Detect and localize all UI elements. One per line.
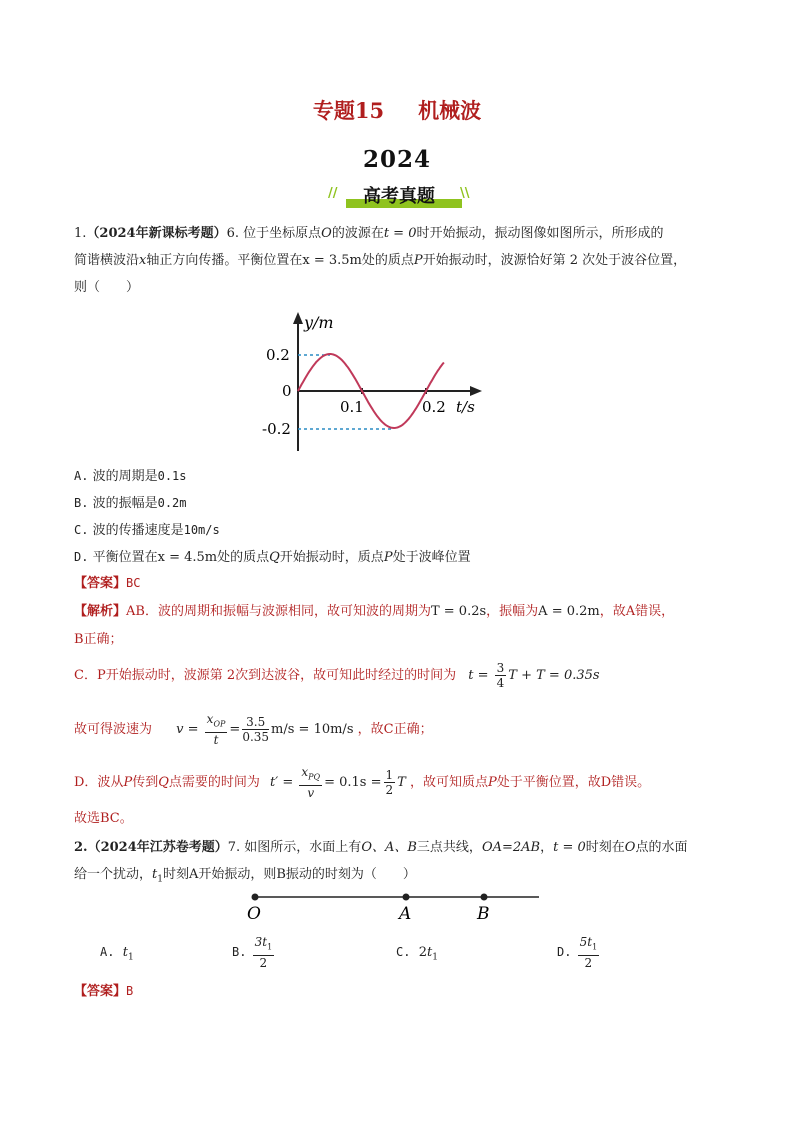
analysis-label: 【解析】: [74, 604, 127, 619]
q1-analysis-line2: B正确；: [74, 632, 123, 647]
fraction-5t1-2: [578, 935, 600, 969]
analysis-text: 故可得波速为: [74, 722, 153, 737]
analysis-text: 点需要的时间为: [168, 775, 260, 790]
subscript: 1: [267, 942, 273, 952]
denominator: 2: [385, 783, 394, 797]
q1-text: 简谐横波沿: [74, 253, 140, 268]
label-o: O: [247, 904, 261, 924]
analysis-math: T + T = 0.35s: [508, 668, 600, 683]
q1-number: 1.: [74, 226, 87, 241]
var-p: P: [383, 550, 393, 565]
q1-text: 轴正方向传播。平衡位置在: [146, 253, 303, 268]
analysis-math: A = 0.2m: [538, 604, 600, 619]
q1-option-c[interactable]: [74, 520, 734, 541]
analysis-math: T: [397, 775, 406, 790]
q2-stem-line2: [74, 865, 734, 890]
option-math: t: [122, 945, 128, 960]
point-b: [481, 894, 488, 901]
label-b: B: [477, 904, 490, 924]
answer-label: 【答案】: [74, 984, 127, 999]
oab-figure: [245, 888, 545, 924]
option-letter: C.: [74, 523, 89, 537]
denominator: t: [213, 732, 219, 747]
banner-label: 高考真题: [363, 186, 435, 207]
option-letter: C.: [396, 945, 411, 959]
analysis-text: ，振幅为: [486, 604, 539, 619]
q1-analysis-line3: [74, 659, 734, 695]
analysis-text: AB．波的周期和振幅与波源相同，故可知波的周期为: [126, 604, 431, 619]
x-axis-arrow: [470, 386, 482, 396]
option-text: 波的传播速度是: [92, 523, 184, 538]
q1-math: t = 0: [383, 226, 417, 241]
title-topic-number: 专题15: [312, 98, 385, 123]
q1-stem-line2: [74, 251, 734, 271]
q2-option-b[interactable]: [232, 932, 276, 972]
numerator: 5t: [579, 935, 593, 950]
analysis-text: 传到: [132, 775, 159, 790]
q2-source: （2024年江苏卷考题）: [87, 840, 228, 855]
q2-text: 时刻在: [585, 840, 625, 855]
numerator: 3.5: [242, 715, 269, 730]
analysis-math: T = 0.2s: [430, 604, 487, 619]
option-text: 处于波峰位置: [392, 550, 471, 565]
title-topic-name: 机械波: [418, 98, 482, 123]
subscript: 1: [127, 952, 134, 963]
point-o: [252, 894, 259, 901]
q2-math: OA=2AB: [481, 840, 541, 855]
banner-right-slashes: \\: [460, 186, 470, 201]
q1-text: 开始振动时，波源恰好第 2 次处于波谷位置，: [422, 253, 687, 268]
q1-analysis-line5: [74, 764, 734, 804]
banner-left-slashes: //: [328, 186, 338, 201]
label-a: A: [399, 904, 412, 924]
q1-source: （2024年新课标考题）: [86, 226, 227, 241]
section-banner: [328, 182, 470, 210]
fraction-xpq-v: [299, 765, 322, 799]
q1-var-x: x: [139, 253, 147, 268]
q2-text: 时刻A开始振动，则B振动的时刻为（ ）: [162, 867, 416, 882]
option-math: 2: [418, 945, 427, 960]
analysis-text: ，故A错误，: [599, 604, 675, 619]
point-a: [403, 894, 410, 901]
denominator: 2: [259, 955, 268, 970]
option-letter: D.: [557, 945, 572, 959]
subscript: 1: [157, 874, 163, 885]
q1-analysis-conclusion: 故选BC。: [74, 811, 133, 826]
q2-text: 点的水面: [635, 840, 688, 855]
x-tick-label-01: 0.1: [340, 398, 364, 416]
analysis-text: 处于平衡位置，故D错误。: [496, 775, 651, 790]
numerator: 3: [496, 661, 505, 675]
fraction-3-4: [495, 661, 507, 690]
q2-number: 2.: [74, 840, 88, 855]
q1-var-p: P: [413, 253, 423, 268]
analysis-text: D．波从: [74, 775, 124, 790]
q1-option-a[interactable]: [74, 466, 734, 487]
subscript: PQ: [308, 772, 321, 782]
var-q: Q: [269, 550, 280, 565]
numerator: 3t: [254, 935, 268, 950]
q1-text: 时开始振动，振动图像如图所示，所形成的: [416, 226, 664, 241]
q2-stem-line1: [74, 838, 734, 858]
option-text: 波的振幅是: [92, 496, 158, 511]
q2-math: t = 0: [553, 840, 586, 855]
y-axis-label: y/m: [304, 313, 334, 332]
q1-text: 的波源在: [331, 226, 384, 241]
option-value: 0.2m: [157, 496, 187, 510]
q2-math: t: [152, 867, 158, 882]
q1-text: 处的质点: [361, 253, 414, 268]
fraction-xop-t: [205, 712, 228, 746]
q2-text: 给一个扰动，: [74, 867, 153, 882]
option-text: 处的质点: [217, 550, 270, 565]
page-title: [0, 95, 794, 125]
y-axis-arrow: [293, 312, 303, 324]
fraction-35-035: [242, 715, 269, 744]
denominator: 2: [584, 955, 593, 970]
answer-label: 【答案】: [74, 576, 127, 591]
subscript: 1: [592, 942, 598, 952]
q1-answer: [74, 573, 734, 594]
option-text: 开始振动时，质点: [279, 550, 384, 565]
q1-stem-line3: 则（ ）: [74, 280, 140, 295]
option-math: t: [427, 945, 433, 960]
subscript: 1: [432, 952, 438, 963]
y-tick-label-top: 0.2: [266, 346, 290, 364]
answer-value: B: [126, 984, 134, 998]
q2-answer: [74, 981, 734, 1002]
var-p: P: [487, 775, 497, 790]
q2-option-d[interactable]: [557, 932, 601, 972]
analysis-math: m/s = 10m/s: [271, 722, 354, 737]
option-letter: A.: [100, 945, 115, 959]
analysis-math: v =: [176, 722, 199, 737]
origin-label: 0: [282, 382, 292, 400]
q1-analysis-line4: 故可得波速为 v = $\frac{x_{OP}}{t}$ = $\frac{3.5}{0.35}$ m/s = 10m/s ，故C正确；: [74, 712, 433, 747]
vibration-graph: [262, 308, 492, 458]
answer-value: BC: [126, 576, 141, 590]
option-value: 0.1s: [157, 469, 187, 483]
numerator: 1: [385, 768, 394, 782]
q2-var-o: O: [624, 840, 636, 855]
q2-text: 三点共线，: [416, 840, 482, 855]
year-heading: 2024: [362, 146, 431, 173]
q1-var-o: O: [321, 226, 332, 241]
numerator: x: [301, 765, 309, 780]
q1-option-d[interactable]: [74, 547, 734, 568]
analysis-text: C．P开始振动时，波源第 2次到达波谷，故可知此时经过的时间为: [74, 668, 457, 683]
denominator: v: [307, 785, 315, 800]
option-letter: D.: [74, 550, 89, 564]
q1-math: x = 3.5m: [302, 253, 362, 268]
analysis-text: ，故C正确；: [357, 722, 433, 737]
denominator: 4: [496, 676, 505, 690]
option-value: 10m/s: [183, 523, 220, 537]
option-letter: A.: [74, 469, 89, 483]
q1-text: 6. 位于坐标原点: [226, 226, 322, 241]
option-math: x = 4.5m: [157, 550, 218, 565]
option-letter: B.: [232, 945, 247, 959]
q1-option-b[interactable]: [74, 493, 734, 514]
analysis-math: = 0.1s =: [324, 775, 382, 790]
denominator: 0.35: [242, 730, 270, 744]
option-letter: B.: [74, 496, 89, 510]
x-tick-label-02: 0.2: [422, 398, 446, 416]
q1-stem-line1: [74, 224, 734, 244]
fraction-3t1-2: [253, 935, 275, 969]
option-text: 平衡位置在: [92, 550, 158, 565]
q2-text: ，: [540, 840, 554, 855]
numerator: x: [206, 712, 214, 727]
q2-points: O、A、B: [361, 840, 417, 855]
var-p: P: [123, 775, 133, 790]
q2-text: 7. 如图所示，水面上有: [227, 840, 362, 855]
analysis-math: t =: [468, 668, 489, 683]
option-text: 波的周期是: [92, 469, 158, 484]
x-axis-label: t/s: [456, 398, 475, 416]
fraction-1-2: [384, 768, 396, 797]
q2-option-a[interactable]: [100, 936, 134, 972]
subscript: OP: [213, 719, 226, 729]
var-q: Q: [158, 775, 169, 790]
q1-analysis-line1: [74, 602, 734, 622]
y-tick-label-bottom: -0.2: [262, 420, 291, 438]
analysis-math: t′ =: [270, 775, 294, 790]
q2-option-c[interactable]: [396, 936, 438, 972]
analysis-text: ，故可知质点: [409, 775, 488, 790]
